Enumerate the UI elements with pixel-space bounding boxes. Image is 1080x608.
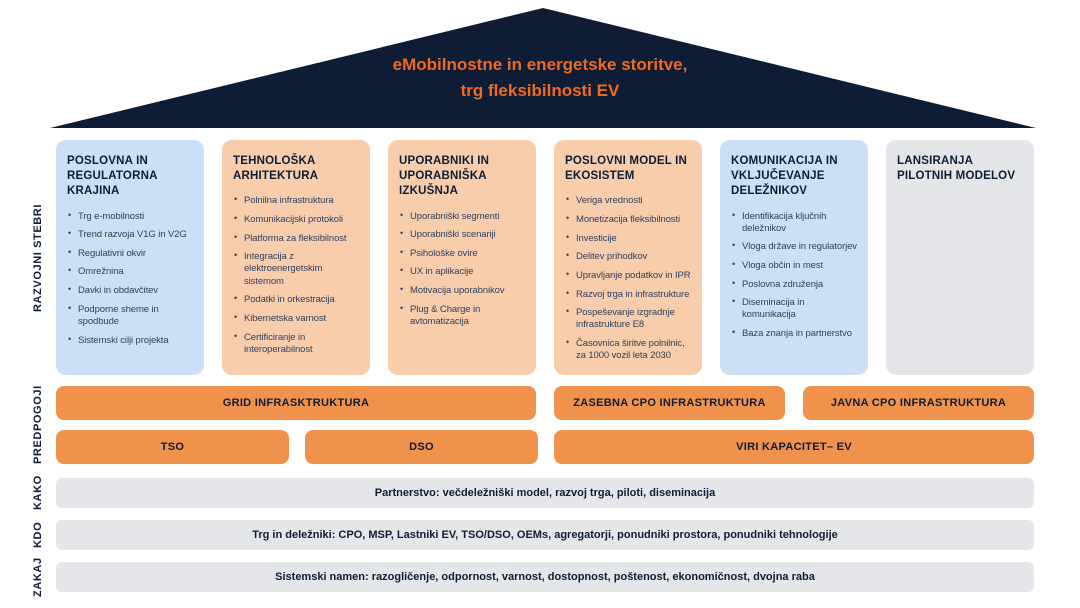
- pillar-item: • Podatki in orkestracija: [233, 294, 359, 306]
- row-zakaj-sistemski-namen: Sistemski namen: razogličenje, odpornost, varnost, dostopnost, poštenost, ekonomičnost, dvojna raba: [56, 562, 1034, 592]
- pillar-komunikacija-delezniki: [720, 140, 868, 375]
- pillar-item: • Uporabniški scenariji: [399, 229, 525, 241]
- pillar-item: • Baza znanja in partnerstvo: [731, 328, 857, 340]
- page-title-line1: eMobilnostne in energetske storitve,: [392, 55, 688, 74]
- pillar-item: • Kibernetska varnost: [233, 313, 359, 325]
- pillar-item: • Uporabniški segmenti: [399, 211, 525, 223]
- pillar-title: POSLOVNA IN REGULATORNA KRAJINA: [67, 155, 158, 198]
- pillar-item: • Motivacija uporabnikov: [399, 285, 525, 297]
- bar-tso: TSO: [56, 430, 289, 464]
- pillar-item: • Trg e-mobilnosti: [67, 211, 193, 223]
- bar-javna-cpo-infrastruktura: JAVNA CPO INFRASTRUKTURA: [803, 386, 1034, 420]
- pillar-item: • Plug & Charge in avtomatizacija: [399, 304, 525, 328]
- pillar-item: • Delitev prihodkov: [565, 251, 691, 263]
- pillar-title: UPORABNIKI IN UPORABNIŠKA IZKUŠNJA: [399, 155, 490, 198]
- side-label-razvojni-stebri: RAZVOJNI STEBRI: [32, 203, 44, 312]
- pillar-item: • Diseminacija in komunikacija: [731, 297, 857, 321]
- pillar-uporabniki-izkusnja: [388, 140, 536, 375]
- pillar-item: • Omrežnina: [67, 266, 193, 278]
- pillar-item: • Sistemski cilji projekta: [67, 335, 193, 347]
- pillar-item: • Certificiranje in interoperabilnost: [233, 332, 359, 356]
- pillar-item: • Pospeševanje izgradnje infrastrukture E8: [565, 307, 691, 331]
- pillar-item: • Psihološke ovire: [399, 248, 525, 260]
- pillar-item: • Integracija z elektroenergetskim sistemom: [233, 251, 359, 287]
- pillar-item: • Veriga vrednosti: [565, 195, 691, 207]
- pillars-section: [56, 140, 1034, 375]
- bar-viri-kapacitet-ev: VIRI KAPACITET– EV: [554, 430, 1034, 464]
- pillar-title: KOMUNIKACIJA IN VKLJUČEVANJE DELEŽNIKOV: [731, 155, 838, 198]
- pillar-item: • Razvoj trga in infrastrukture: [565, 289, 691, 301]
- pillar-tehnoloska-arhitektura: [222, 140, 370, 375]
- row-kdo-trg-in-delezniki: Trg in deležniki: CPO, MSP, Lastniki EV, TSO/DSO, OEMs, agregatorji, ponudniki prostora, ponudniki tehnologije: [56, 520, 1034, 550]
- pillar-title: LANSIRANJA PILOTNIH MODELOV: [897, 155, 1016, 183]
- pillar-poslovna-regulatorna-krajina: [56, 140, 204, 375]
- prerequisites-row-1: [56, 386, 1034, 420]
- pillar-poslovni-model-ekosistem: [554, 140, 702, 375]
- pillar-items: [565, 195, 691, 362]
- pillar-item: • Polnilna infrastruktura: [233, 195, 359, 207]
- pillar-item: • Davki in obdavčitev: [67, 285, 193, 297]
- pillar-items: [67, 211, 193, 347]
- bar-zasebna-cpo-infrastruktura: ZASEBNA CPO INFRASTRUKTURA: [554, 386, 785, 420]
- pillar-items: [731, 211, 857, 341]
- page-title: [0, 52, 1080, 104]
- pillar-item: • Identifikacija ključnih deležnikov: [731, 211, 857, 235]
- pillar-item: • Vloga države in regulatorjev: [731, 241, 857, 253]
- pillar-items: [399, 211, 525, 329]
- pillar-item: • Vloga občin in mest: [731, 260, 857, 272]
- pillar-item: • Upravljanje podatkov in IPR: [565, 270, 691, 282]
- side-label-zakaj: ZAKAJ: [32, 557, 44, 597]
- bar-dso: DSO: [305, 430, 538, 464]
- side-label-kako: KAKO: [32, 475, 44, 511]
- pillar-item: • Platforma za fleksibilnost: [233, 233, 359, 245]
- pillar-item: • Monetizacija fleksibilnosti: [565, 214, 691, 226]
- pillar-items: [233, 195, 359, 356]
- pillar-title: TEHNOLOŠKA ARHITEKTURA: [233, 155, 319, 183]
- bar-grid-infrastruktura: GRID INFRASKTRUKTURA: [56, 386, 536, 420]
- pillar-item: • Poslovna združenja: [731, 279, 857, 291]
- pillar-item: • Investicije: [565, 233, 691, 245]
- row-kako-partnerstvo: Partnerstvo: večdeležniški model, razvoj trga, piloti, diseminacija: [56, 478, 1034, 508]
- pillar-item: • Regulativni okvir: [67, 248, 193, 260]
- pillar-item: • Podporne sheme in spodbude: [67, 304, 193, 328]
- pillar-lansiranja-pilotnih-modelov: [886, 140, 1034, 375]
- pillar-item: • Komunikacijski protokoli: [233, 214, 359, 226]
- pillar-item: • Časovnica širitve polnilnic, za 1000 vozil leta 2030: [565, 338, 691, 362]
- side-label-predpogoji: PREDPOGOJI: [32, 385, 44, 465]
- pillar-title: POSLOVNI MODEL IN EKOSISTEM: [565, 155, 688, 183]
- prerequisites-row-2: [56, 430, 1034, 464]
- page-title-line2: trg fleksibilnosti EV: [460, 81, 620, 100]
- pillar-item: • UX in aplikacije: [399, 266, 525, 278]
- pillar-item: • Trend razvoja V1G in V2G: [67, 229, 193, 241]
- side-label-kdo: KDO: [32, 521, 44, 549]
